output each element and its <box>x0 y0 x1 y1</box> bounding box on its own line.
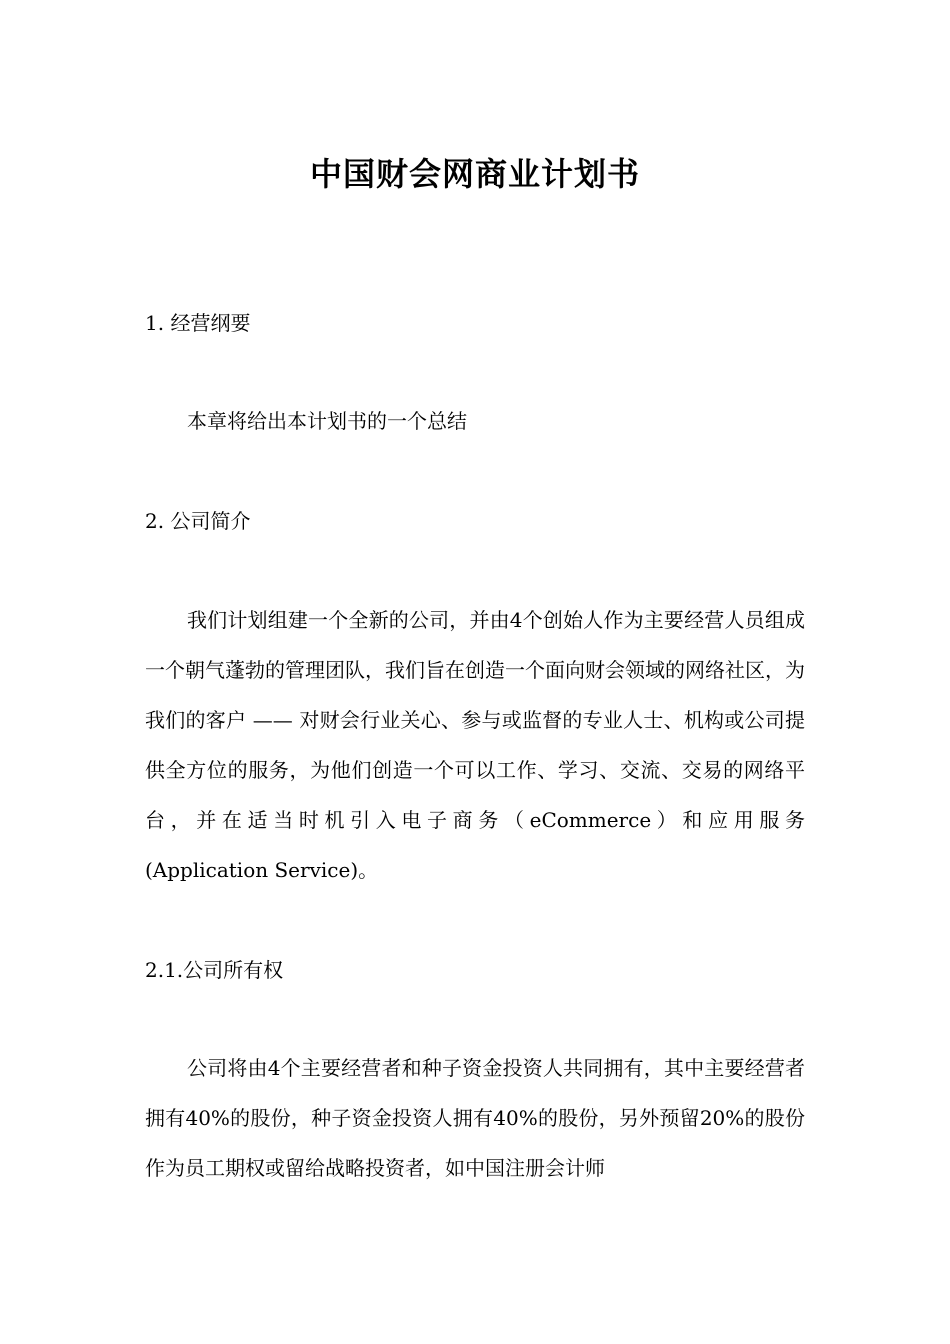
document-title: 中国财会网商业计划书 <box>309 155 640 193</box>
section-heading-1: 1. 经营纲要 <box>145 311 251 335</box>
section-body-1: 本章将给出本计划书的一个总结 <box>187 409 467 433</box>
section-heading-2: 2. 公司简介 <box>145 509 251 533</box>
section-body-2-1: 公司将由4个主要经营者和种子资金投资人共同拥有，其中主要经营者拥有40%的股份，种子资金投资人拥有40%的股份，另外预留20%的股份作为员工期权或留给战略投资者，如中国注册会计师 <box>145 1056 805 1180</box>
section-body-2: 我们计划组建一个全新的公司，并由4个创始人作为主要经营人员组成一个朝气蓬勃的管理团队，我们旨在创造一个面向财会领域的网络社区，为我们的客户 —— 对财会行业关心、参与或监督的专业人士、机构或公司提供全方位的服务，为他们创造一个可以工作、学习、交流、交易的网络平台，并在适当时机引入电子商务（eCommerce）和应用服务(Application Service)。 <box>145 608 805 882</box>
section-heading-2-1: 2.1.公司所有权 <box>145 958 284 982</box>
